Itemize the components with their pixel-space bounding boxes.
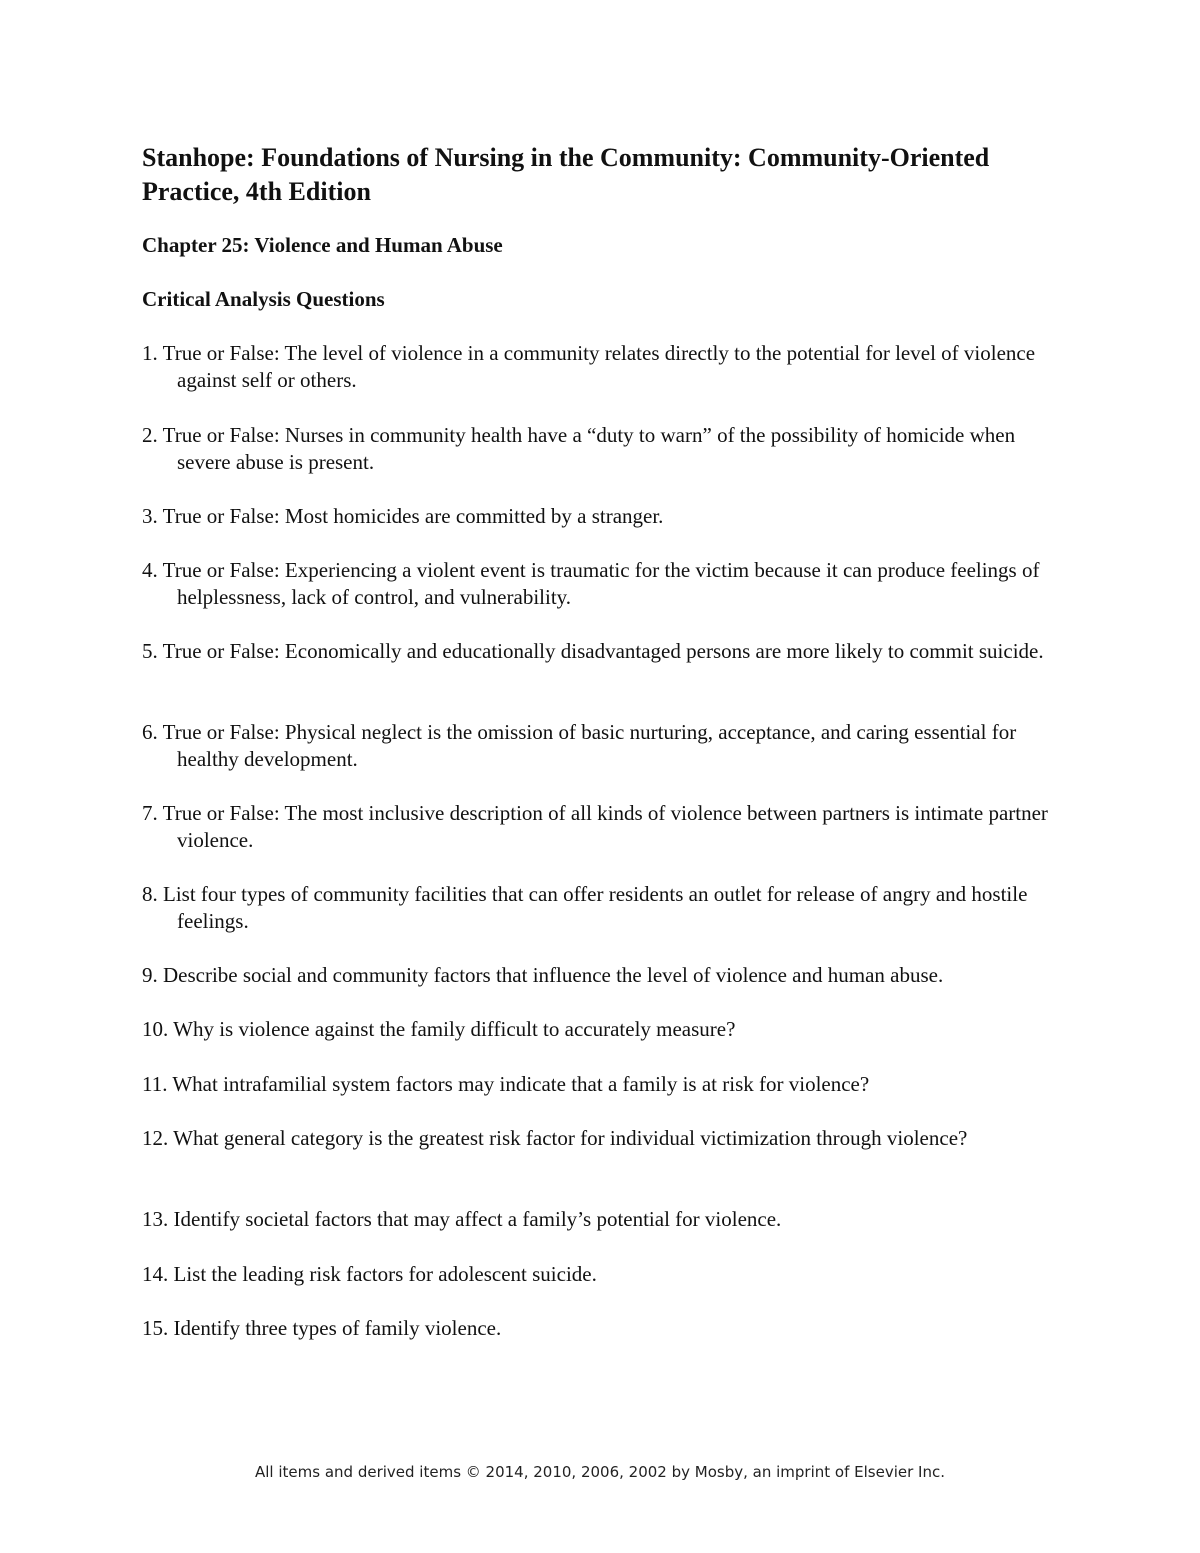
section-heading: Critical Analysis Questions	[142, 287, 385, 311]
question-text: True or False: Nurses in community health have a “duty to warn” of the possibility of homicide when severe abuse is present.	[162, 423, 1016, 474]
question-text: True or False: Experiencing a violent event is traumatic for the victim because it can produce feelings of helplessness, lack of control, and vulnerability.	[162, 558, 1040, 609]
question-text: True or False: The level of violence in a community relates directly to the potential for level of violence against self or others.	[162, 341, 1036, 392]
question-number: 4.	[142, 558, 158, 582]
question-item	[142, 557, 1072, 611]
question-text: True or False: The most inclusive description of all kinds of violence between partners is intimate partner violence.	[162, 801, 1048, 852]
question-number: 7.	[142, 801, 158, 825]
question-item	[142, 800, 1072, 854]
question-item	[142, 1016, 1072, 1043]
question-number: 6.	[142, 720, 158, 744]
question-number: 11.	[142, 1072, 168, 1096]
question-item	[142, 1125, 1072, 1152]
question-item	[142, 1071, 1072, 1098]
question-number: 1.	[142, 341, 158, 365]
question-text: True or False: Physical neglect is the omission of basic nurturing, acceptance, and caring essential for healthy development.	[162, 720, 1017, 771]
question-number: 8.	[142, 882, 158, 906]
question-item	[142, 719, 1072, 773]
question-item	[142, 1206, 1072, 1233]
question-text: Why is violence against the family difficult to accurately measure?	[173, 1017, 736, 1041]
question-item	[142, 340, 1072, 394]
question-item	[142, 881, 1072, 935]
question-item	[142, 1315, 1072, 1342]
question-item	[142, 1261, 1072, 1288]
question-number: 12.	[142, 1126, 169, 1150]
chapter-heading: Chapter 25: Violence and Human Abuse	[142, 233, 503, 257]
question-text: Identify societal factors that may affect a family’s potential for violence.	[173, 1207, 782, 1231]
question-text: Identify three types of family violence.	[173, 1316, 502, 1340]
question-number: 10.	[142, 1017, 169, 1041]
question-number: 3.	[142, 504, 158, 528]
question-number: 2.	[142, 423, 158, 447]
copyright-footer: All items and derived items © 2014, 2010, 2006, 2002 by Mosby, an imprint of Elsevier Inc.	[255, 1463, 945, 1481]
question-text: True or False: Economically and educationally disadvantaged persons are more likely to commit suicide.	[162, 639, 1044, 663]
question-number: 14.	[142, 1262, 169, 1286]
question-text: What general category is the greatest risk factor for individual victimization through violence?	[173, 1126, 968, 1150]
question-item	[142, 503, 1072, 530]
question-item	[142, 638, 1072, 665]
question-number: 15.	[142, 1316, 169, 1340]
question-text: What intrafamilial system factors may indicate that a family is at risk for violence?	[172, 1072, 870, 1096]
question-text: List the leading risk factors for adolescent suicide.	[173, 1262, 597, 1286]
question-number: 13.	[142, 1207, 169, 1231]
question-number: 5.	[142, 639, 158, 663]
question-text: List four types of community facilities that can offer residents an outlet for release of angry and hostile feelings.	[163, 882, 1028, 933]
question-item	[142, 962, 1072, 989]
question-number: 9.	[142, 963, 158, 987]
question-text: Describe social and community factors that influence the level of violence and human abuse.	[163, 963, 944, 987]
question-item	[142, 422, 1072, 476]
question-text: True or False: Most homicides are committed by a stranger.	[162, 504, 664, 528]
document-title: Stanhope: Foundations of Nursing in the Community: Community-Oriented Practice, 4th Edition	[142, 143, 990, 206]
